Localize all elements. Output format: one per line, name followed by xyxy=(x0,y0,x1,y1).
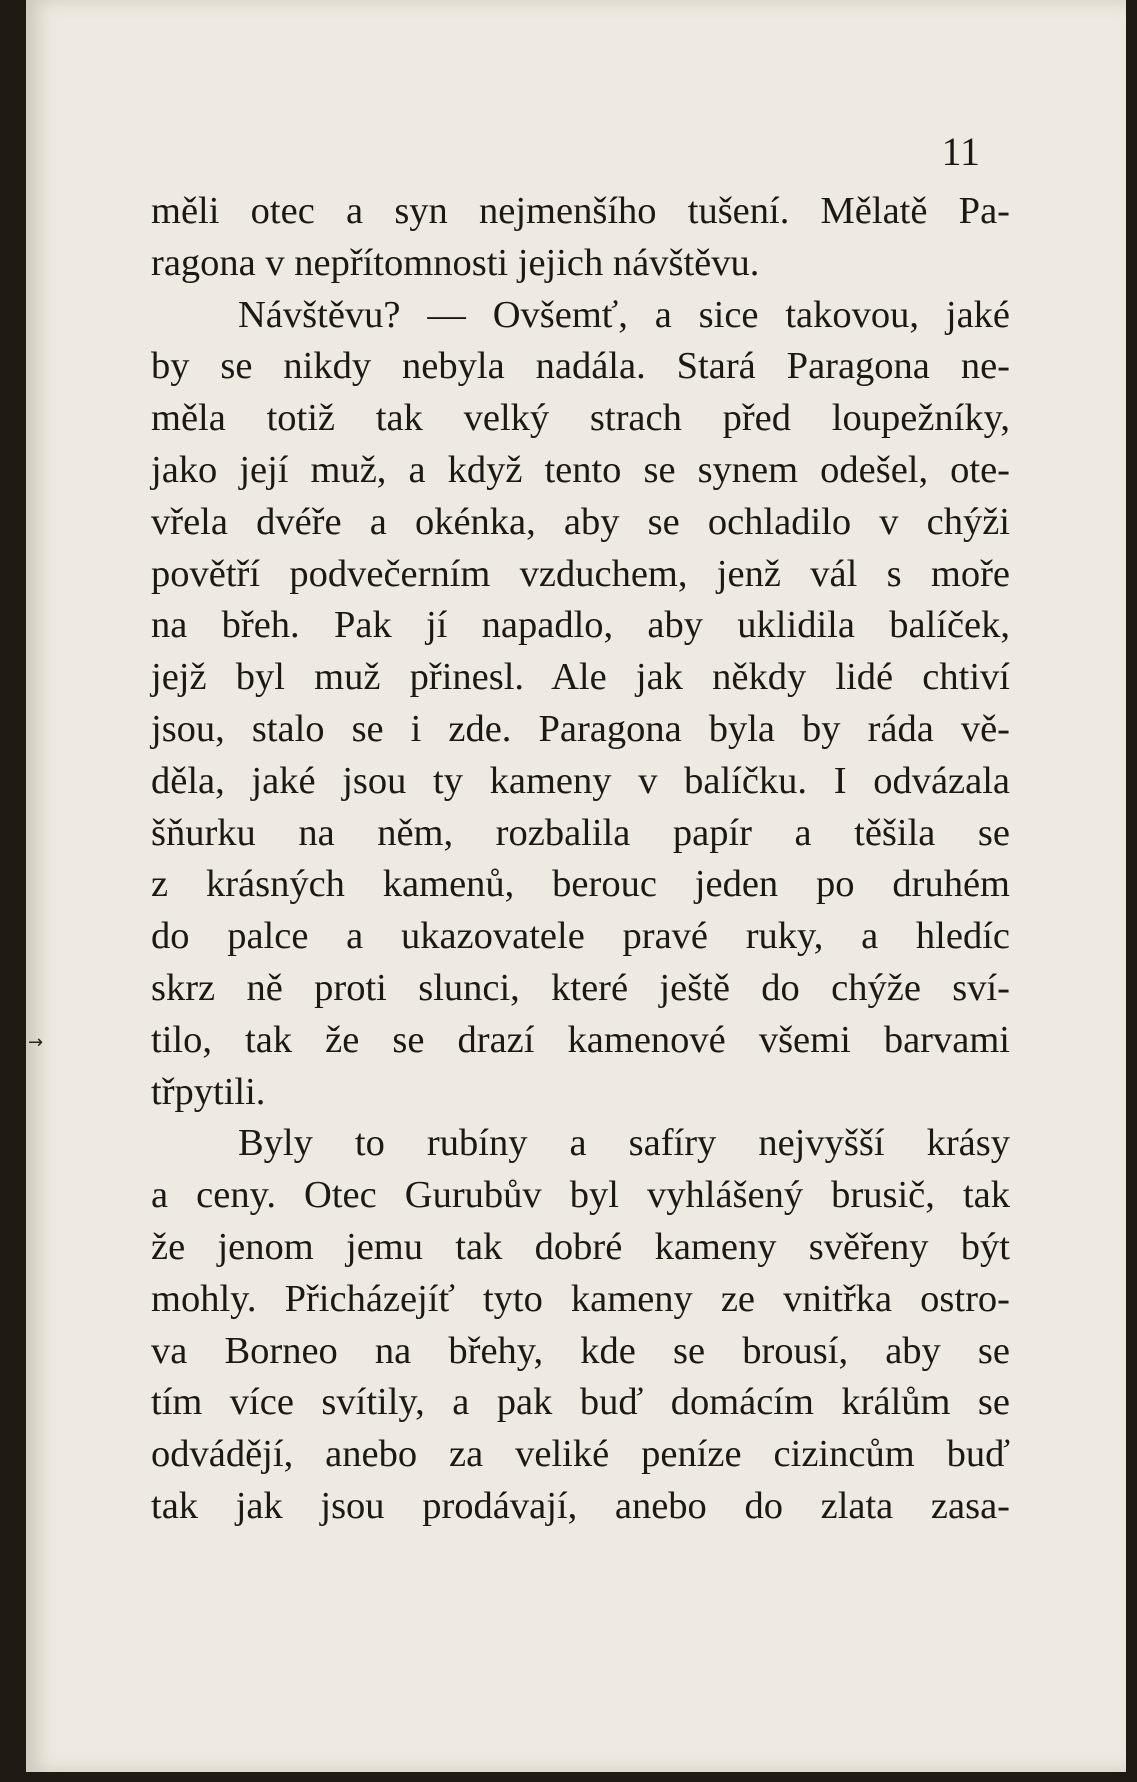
text-line: z krásných kamenů, berouc jeden po druhém xyxy=(151,863,1010,906)
text-line: a ceny. Otec Gurubův byl vyhlášený brusič, tak xyxy=(151,1174,1010,1217)
text-line: ragona v nepřítomnosti jejich návštěvu. xyxy=(151,241,760,284)
text-line: Byly to rubíny a safíry nejvyšší krásy xyxy=(238,1122,1010,1165)
text-line: na břeh. Pak jí napadlo, aby uklidila balíček, xyxy=(151,604,1010,647)
text-line: jejž byl muž přinesl. Ale jak někdy lidé chtiví xyxy=(151,656,1010,699)
text-line: povětří podvečerním vzduchem, jenž vál s moře xyxy=(151,552,1010,595)
book-page xyxy=(26,0,1126,1772)
body-text xyxy=(151,186,1010,1533)
text-line: třpytili. xyxy=(151,1070,266,1113)
text-line: mohly. Přicházejíť tyto kameny ze vnitřka ostro- xyxy=(151,1277,1010,1320)
text-line: děla, jaké jsou ty kameny v balíčku. I odvázala xyxy=(151,759,1010,802)
text-line: tilo, tak že se drazí kamenové všemi barvami xyxy=(151,1018,1010,1061)
text-line: jako její muž, a když tento se synem odešel, ote- xyxy=(151,448,1010,491)
text-line: odvádějí, anebo za veliké peníze cizincům buď xyxy=(151,1433,1010,1476)
text-line: va Borneo na břehy, kde se brousí, aby se xyxy=(151,1329,1010,1372)
text-line: skrz ně proti slunci, které ještě do chýže sví- xyxy=(151,966,1010,1009)
margin-arrow-mark: → xyxy=(28,1032,44,1053)
text-line: jsou, stalo se i zde. Paragona byla by ráda vě- xyxy=(151,707,1010,750)
text-line: vřela dvéře a okénka, aby se ochladilo v chýži xyxy=(151,500,1010,543)
text-line: tak jak jsou prodávají, anebo do zlata zasa- xyxy=(151,1484,1010,1527)
text-line: měli otec a syn nejmenšího tušení. Mělatě Pa- xyxy=(151,190,1010,232)
text-line: Návštěvu? — Ovšemť, a sice takovou, jaké xyxy=(238,293,1010,336)
text-line: tím více svítily, a pak buď domácím králům se xyxy=(151,1381,1010,1424)
text-line: šňurku na něm, rozbalila papír a těšila se xyxy=(151,811,1010,854)
text-line: že jenom jemu tak dobré kameny svěřeny být xyxy=(151,1225,1010,1268)
text-line: by se nikdy nebyla nadála. Stará Paragona ne- xyxy=(151,345,1010,388)
text-line: do palce a ukazovatele pravé ruky, a hledíc xyxy=(151,915,1010,958)
text-line: měla totiž tak velký strach před loupežníky, xyxy=(151,397,1010,440)
page-number: 11 xyxy=(941,129,980,174)
